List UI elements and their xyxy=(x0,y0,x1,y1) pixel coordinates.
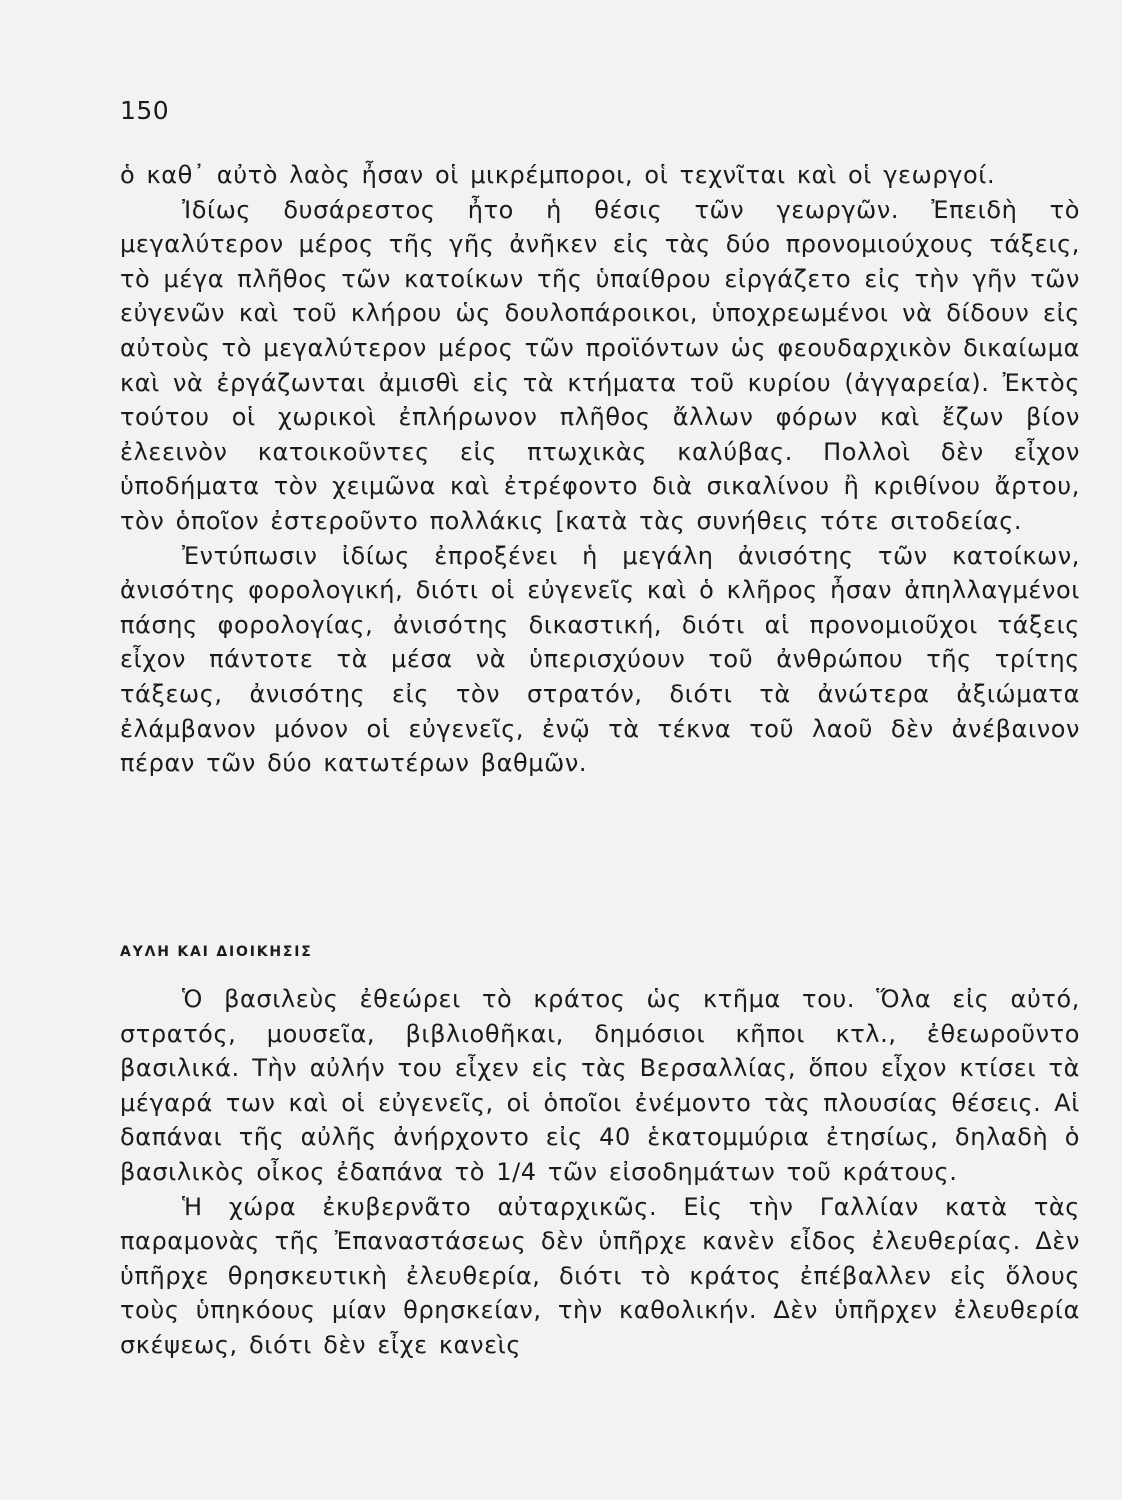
paragraph-4: Ὁ βασιλεὺς ἐθεώρει τὸ κράτος ὡς κτῆμα του. Ὅλα εἰς αὐτό, στρατός, μουσεῖα, βιβλιοθῆκαι, δημόσιοι κῆποι κτλ., ἐθεωροῦντο βασιλικά. Τὴν αὐλήν του εἶχεν εἰς τὰς Βερσαλλίας, ὅπου εἶχον κτίσει τὰ μέγαρά των καὶ οἱ εὐγενεῖς, οἱ ὁποῖοι ἐνέμοντο τὰς πλουσίας θέσεις. Αἱ δαπάναι τῆς αὐλῆς ἀνήρχοντο εἰς 40 ἑκατομμύρια ἐτησίως, δηλαδὴ ὁ βασιλικὸς οἶκος ἐδαπάνα τὸ 1/4 τῶν εἰσοδημάτων τοῦ κράτους. xyxy=(120,985,1080,1186)
paragraph-1: ὁ καθ᾿ αὐτὸ λαὸς ἦσαν οἱ μικρέμποροι, οἱ τεχνῖται καὶ οἱ γεωργοί. xyxy=(120,161,996,189)
paragraph-3: Ἐντύπωσιν ἰδίως ἐπροξένει ἡ μεγάλη ἀνισότης τῶν κατοίκων, ἀνισότης φορολογική, διότι οἱ εὐγενεῖς καὶ ὁ κλῆρος ἦσαν ἀπηλλαγμένοι πάσης φορολογίας, ἀνισότης δικαστική, διότι αἱ προνομιοῦχοι τάξεις εἶχον πάντοτε τὰ μέσα νὰ ὑπερισχύουν τοῦ ἀνθρώπου τῆς τρίτης τάξεως, ἀνισότης εἰς τὸν στρατόν, διότι τὰ ἀνώτερα ἀξιώματα ἐλάμβανον μόνον οἱ εὐγενεῖς, ἐνῷ τὰ τέκνα τοῦ λαοῦ δὲν ἀνέβαινον πέραν τῶν δύο κατωτέρων βαθμῶν. xyxy=(120,541,1080,778)
section-heading: ΑΥΛΗ ΚΑΙ ΔΙΟΙΚΗΣΙΣ xyxy=(120,944,313,960)
paragraph-2: Ἰδίως δυσάρεστος ἦτο ἡ θέσις τῶν γεωργῶν. Ἐπειδὴ τὸ μεγαλύτερον μέρος τῆς γῆς ἀνῆκεν εἰς τὰς δύο προνομιούχους τάξεις, τὸ μέγα πλῆθος τῶν κατοίκων τῆς ὑπαίθρου εἰργάζετο εἰς τὴν γῆν τῶν εὐγενῶν καὶ τοῦ κλήρου ὡς δουλοπάροικοι, ὑποχρεωμένοι νὰ δίδουν εἰς αὐτοὺς τὸ μεγαλύτερον μέρος τῶν προϊόντων ὡς φεουδαρχικὸν δικαίωμα καὶ νὰ ἐργάζωνται ἀμισθὶ εἰς τὰ κτήματα τοῦ κυρίου (ἀγγαρεία). Ἐκτὸς τούτου οἱ χωρικοὶ ἐπλήρωνον πλῆθος ἄλλων φόρων καὶ ἔζων βίον ἐλεεινὸν κατοικοῦντες εἰς πτωχικὰς καλύβας. Πολλοὶ δὲν εἶχον ὑποδήματα τὸν χειμῶνα καὶ ἐτρέφοντο διὰ σικαλίνου ἢ κριθίνου ἄρτου, τὸν ὁποῖον ἐστεροῦντο πολλάκις [κατὰ τὰς συνήθεις τότε σιτοδείας. xyxy=(120,195,1081,535)
page-number: 150 xyxy=(120,96,170,125)
section-1-text xyxy=(120,158,1080,781)
paragraph-5: Ἡ χώρα ἐκυβερνᾶτο αὐταρχικῶς. Εἰς τὴν Γαλλίαν κατὰ τὰς παραμονὰς τῆς Ἐπαναστάσεως δὲν ὑπῆρχε κανὲν εἶδος ἐλευθερίας. Δὲν ὑπῆρχε θρησκευτικὴ ἐλευθερία, διότι τὸ κράτος ἐπέβαλλεν εἰς ὅλους τοὺς ὑπηκόους μίαν θρησκείαν, τὴν καθολικήν. Δὲν ὑπῆρχεν ἐλευθερία σκέψεως, διότι δὲν εἶχε κανεὶς xyxy=(120,1192,1080,1359)
section-2-text xyxy=(120,982,1080,1363)
